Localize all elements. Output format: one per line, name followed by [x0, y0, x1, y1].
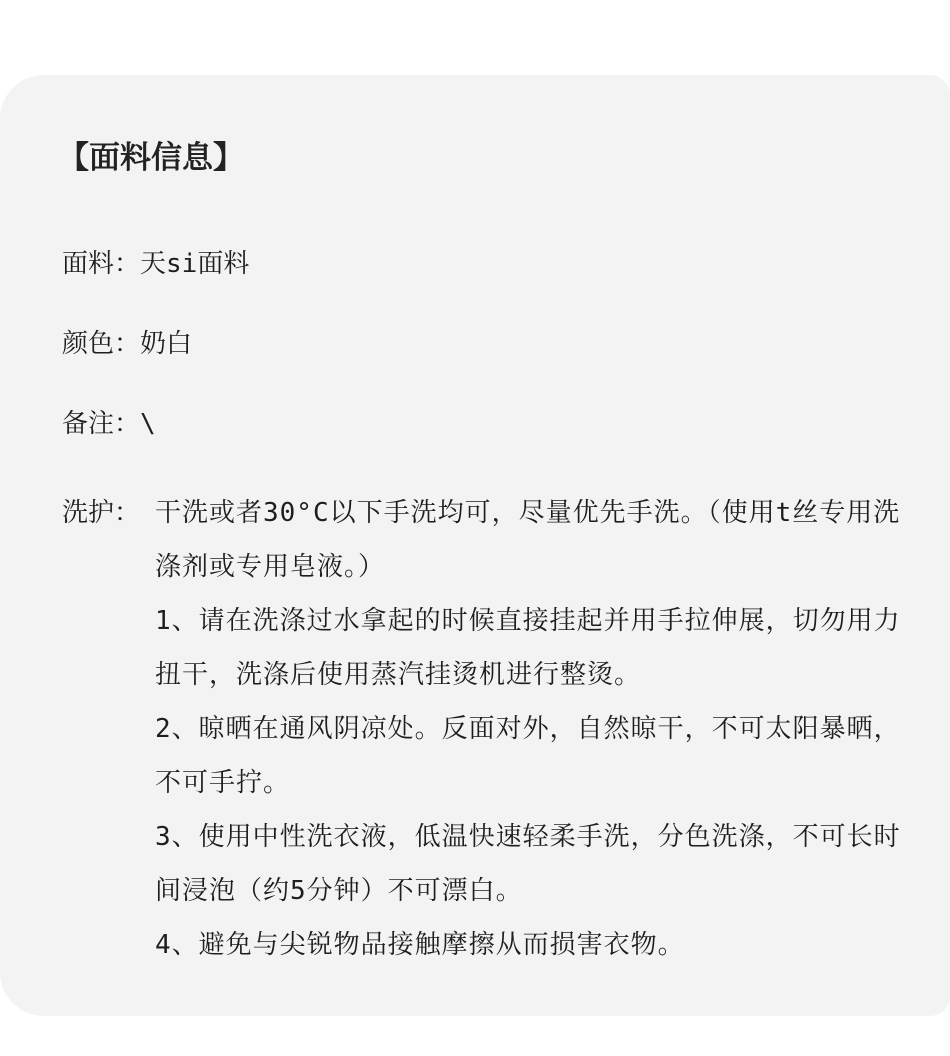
- care-label: 洗护：: [62, 498, 141, 528]
- note-label: 备注：: [62, 409, 141, 439]
- fabric-value: 天si面料: [140, 249, 250, 279]
- note-row: [62, 398, 156, 450]
- section-title: 【面料信息】: [58, 140, 244, 176]
- color-value: 奶白: [140, 329, 193, 359]
- note-value: \: [140, 409, 156, 439]
- care-item-4: 4、避免与尖锐物品接触摩擦从而损害衣物。: [155, 930, 685, 960]
- care-body: [155, 486, 915, 972]
- care-item-2: 2、晾晒在通风阴凉处。反面对外，自然晾干，不可太阳暴晒，不可手拧。: [155, 714, 901, 798]
- color-row: [62, 318, 192, 370]
- care-item-1: 1、请在洗涤过水拿起的时候直接挂起并用手拉伸展，切勿用力扭干，洗涤后使用蒸汽挂烫机进行整烫。: [155, 606, 901, 690]
- fabric-row: [62, 238, 249, 290]
- fabric-label: 面料：: [62, 249, 141, 279]
- color-label: 颜色：: [62, 329, 141, 359]
- care-item-3: 3、使用中性洗衣液，低温快速轻柔手洗，分色洗涤，不可长时间浸泡（约5分钟）不可漂白。: [155, 822, 901, 906]
- care-intro: 干洗或者30°C以下手洗均可，尽量优先手洗。（使用t丝专用洗涤剂或专用皂液。）: [155, 498, 901, 582]
